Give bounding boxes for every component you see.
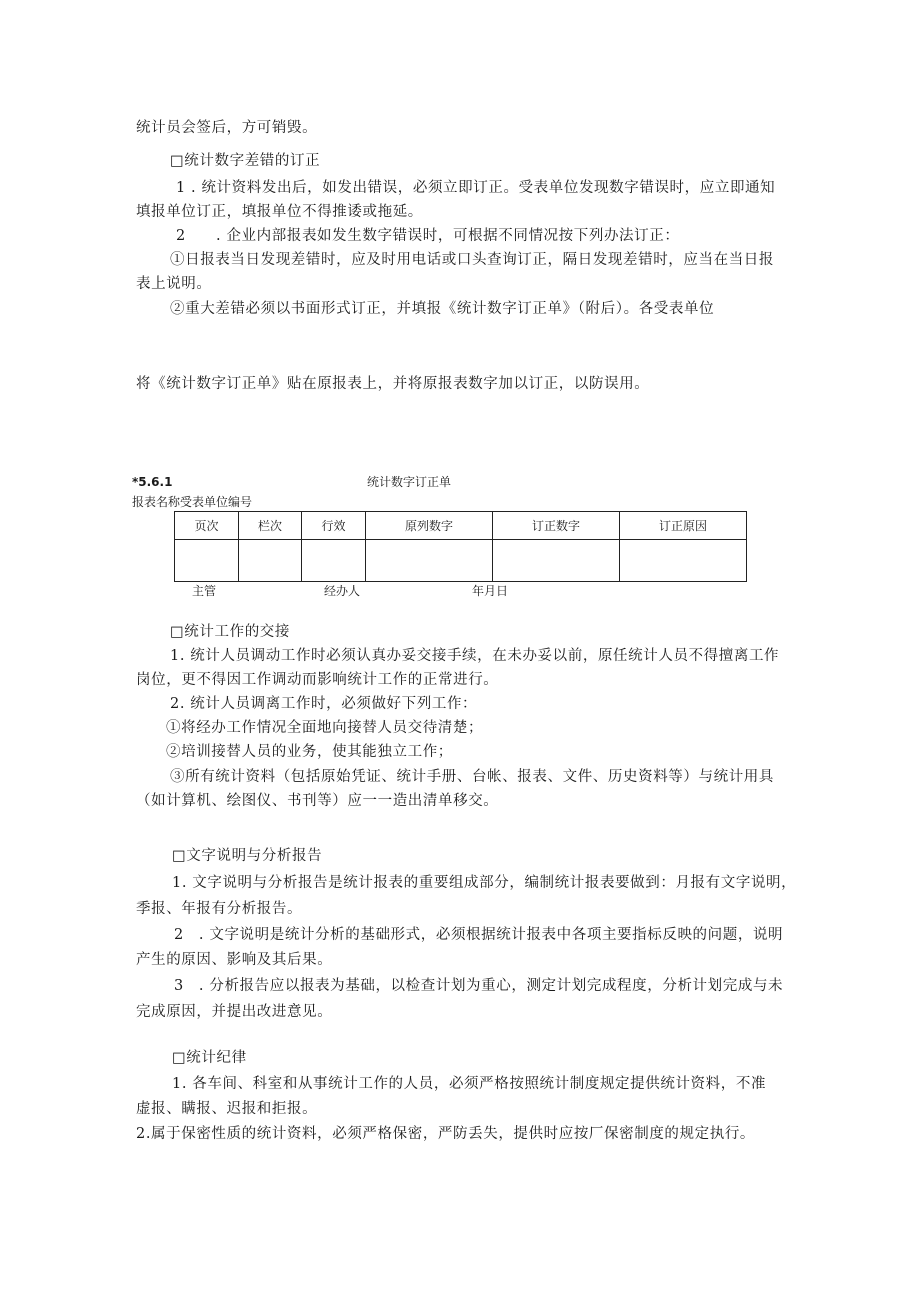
header-row: 行效 <box>302 512 366 540</box>
section-heading: □统计纪律 <box>172 1050 247 1066</box>
header-corrected: 订正数字 <box>493 512 620 540</box>
form-title: 统计数字订正单 <box>367 475 452 489</box>
form-code: *5.6.1 <box>132 475 173 489</box>
paragraph-line: 2.属于保密性质的统计资料，必须严格保密，严防丢失，提供时应按厂保密制度的规定执行。 <box>136 1126 756 1142</box>
paragraph-line: 1. 统计人员调动工作时必须认真办妥交接手续，在未办妥以前，原任统计人员不得擅离工作 <box>170 648 780 664</box>
header-page: 页次 <box>175 512 239 540</box>
paragraph-line: 1 . 统计资料发出后，如发出错误，必须立即订正。受表单位发现数字错误时，应立即通知 <box>176 180 776 196</box>
paragraph-line: 产生的原因、影响及其后果。 <box>136 952 333 968</box>
paragraph-line: ①日报表当日发现差错时，应及时用电话或口头查询订正，隔日发现差错时，应当在当日报 <box>170 252 774 268</box>
signature-date: 年月日 <box>472 584 509 598</box>
paragraph-line: 将《统计数字订正单》贴在原报表上，并将原报表数字加以订正，以防误用。 <box>136 376 650 392</box>
correction-form-table <box>174 511 747 582</box>
paragraph-line: （如计算机、绘图仪、书刊等）应一一造出清单移交。 <box>136 793 499 809</box>
paragraph-line: ②重大差错必须以书面形式订正，并填报《统计数字订正单》（附后）。各受表单位 <box>170 301 715 317</box>
paragraph-line: 虚报、瞒报、迟报和拒报。 <box>136 1101 318 1117</box>
paragraph-line: ③所有统计资料（包括原始凭证、统计手册、台帐、报表、文件、历史资料等）与统计用具 <box>170 769 774 785</box>
paragraph-line: 3 . 分析报告应以报表为基础，以检查计划为重心，测定计划完成程度，分析计划完成与未 <box>174 978 784 994</box>
paragraph-line: 季报、年报有分析报告。 <box>136 901 303 917</box>
paragraph-line: ①将经办工作情况全面地向接替人员交待清楚； <box>166 720 484 736</box>
table-cell <box>366 540 493 582</box>
header-column: 栏次 <box>239 512 302 540</box>
paragraph-line: 2. 统计人员调离工作时，必须做好下列工作： <box>170 696 478 712</box>
table-cell <box>493 540 620 582</box>
table-row <box>175 540 747 582</box>
paragraph-line: 2 . 文字说明是统计分析的基础形式，必须根据统计报表中各项主要指标反映的问题，说明 <box>174 927 784 943</box>
table-cell <box>620 540 747 582</box>
signature-handler: 经办人 <box>324 584 361 598</box>
paragraph-line: 表上说明。 <box>136 276 212 292</box>
section-heading: □统计数字差错的订正 <box>170 153 321 169</box>
table-cell <box>239 540 302 582</box>
signature-manager: 主管 <box>192 584 217 598</box>
paragraph-line: 完成原因，并提出改进意见。 <box>136 1004 333 1020</box>
header-original: 原列数字 <box>366 512 493 540</box>
table-cell <box>302 540 366 582</box>
paragraph-line: 1. 文字说明与分析报告是统计报表的重要组成部分，编制统计报表要做到：月报有文字说明， <box>172 875 797 891</box>
section-heading: □文字说明与分析报告 <box>172 848 323 864</box>
paragraph-line: 1. 各车间、科室和从事统计工作的人员，必须严格按照统计制度规定提供统计资料，不准 <box>172 1076 767 1092</box>
paragraph-line: 岗位，更不得因工作调动而影响统计工作的正常进行。 <box>136 672 499 688</box>
header-reason: 订正原因 <box>620 512 747 540</box>
paragraph-line: ②培训接替人员的业务，使其能独立工作； <box>166 744 453 760</box>
paragraph-line: 2 . 企业内部报表如发生数字错误时，可根据不同情况按下列办法订正： <box>176 228 680 244</box>
table-cell <box>175 540 239 582</box>
section-heading: □统计工作的交接 <box>170 624 290 640</box>
table-header-row <box>175 512 747 540</box>
paragraph-line: 统计员会签后，方可销毁。 <box>136 120 318 136</box>
form-subtitle: 报表名称受表单位编号 <box>132 495 253 509</box>
paragraph-line: 填报单位订正，填报单位不得推诿或拖延。 <box>136 204 423 220</box>
